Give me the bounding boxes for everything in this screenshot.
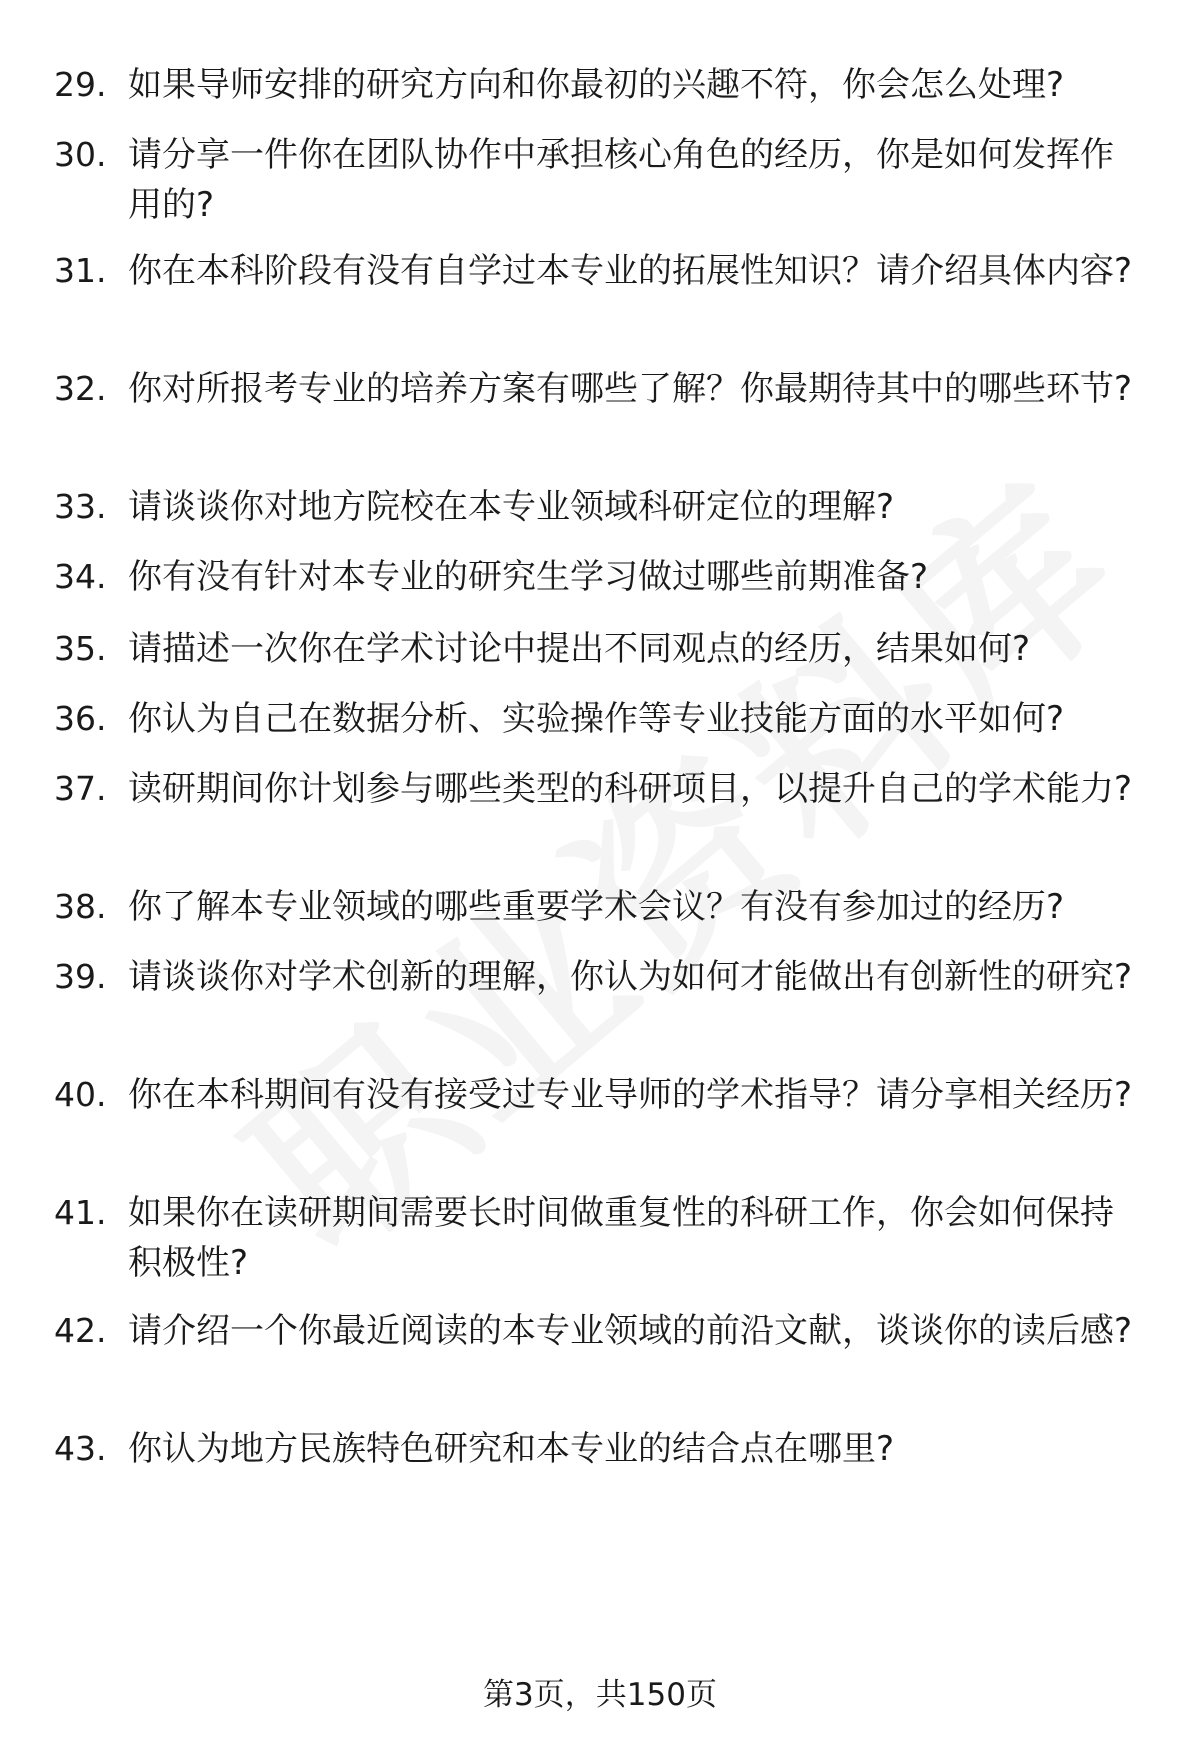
question-number: 42. — [54, 1311, 107, 1350]
question-number: 40. — [54, 1075, 107, 1114]
question-text: 读研期间你计划参与哪些类型的科研项目，以提升自己的学术能力? — [128, 769, 1133, 809]
question-text: 你了解本专业领域的哪些重要学术会议？有没有参加过的经历? — [128, 887, 1065, 927]
question-number: 33. — [54, 487, 107, 526]
question-number: 41. — [54, 1193, 107, 1232]
question-number: 32. — [54, 369, 107, 408]
question-text: 你在本科期间有没有接受过专业导师的学术指导？请分享相关经历? — [128, 1075, 1133, 1115]
question-number: 36. — [54, 699, 107, 738]
question-number: 31. — [54, 251, 107, 290]
question-text: 你认为自己在数据分析、实验操作等专业技能方面的水平如何? — [128, 699, 1065, 739]
question-text: 请谈谈你对地方院校在本专业领域科研定位的理解? — [128, 487, 895, 527]
question-text: 你认为地方民族特色研究和本专业的结合点在哪里? — [128, 1429, 895, 1469]
question-number: 43. — [54, 1429, 107, 1468]
question-number: 38. — [54, 887, 107, 926]
question-text: 如果导师安排的研究方向和你最初的兴趣不符，你会怎么处理? — [128, 65, 1065, 105]
question-text: 请分享一件你在团队协作中承担核心角色的经历，你是如何发挥作用的? — [128, 135, 1114, 225]
question-number: 39. — [54, 957, 107, 996]
question-text: 你对所报考专业的培养方案有哪些了解？你最期待其中的哪些环节? — [128, 369, 1133, 409]
question-number: 30. — [54, 135, 107, 174]
question-text: 请描述一次你在学术讨论中提出不同观点的经历，结果如何? — [128, 629, 1031, 669]
page-footer: 第3页，共150页 — [483, 1677, 717, 1713]
question-number: 37. — [54, 769, 107, 808]
question-text: 请介绍一个你最近阅读的本专业领域的前沿文献，谈谈你的读后感? — [128, 1311, 1133, 1351]
question-text: 你有没有针对本专业的研究生学习做过哪些前期准备? — [128, 557, 929, 597]
question-text: 你在本科阶段有没有自学过本专业的拓展性知识？请介绍具体内容? — [128, 251, 1133, 291]
question-number: 34. — [54, 557, 107, 596]
question-text: 如果你在读研期间需要长时间做重复性的科研工作，你会如何保持积极性? — [128, 1193, 1114, 1283]
question-text: 请谈谈你对学术创新的理解，你认为如何才能做出有创新性的研究? — [128, 957, 1133, 997]
question-number: 35. — [54, 629, 107, 668]
question-number: 29. — [54, 65, 107, 104]
